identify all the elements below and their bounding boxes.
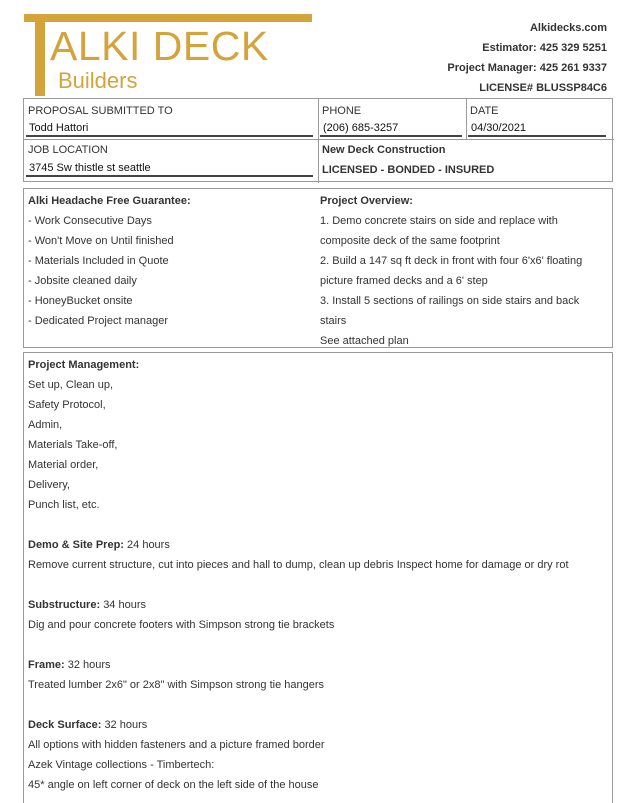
- date-field[interactable]: 04/30/2021: [468, 119, 606, 137]
- company-info: [447, 18, 607, 98]
- section-line: Treated lumber 2x6" or 2x8" with Simpson strong tie hangers: [28, 679, 324, 691]
- section-line: Dig and pour concrete footers with Simpson strong tie brackets: [28, 619, 335, 631]
- overview-line: stairs: [320, 315, 347, 327]
- list-item: - Materials Included in Quote: [28, 255, 169, 267]
- phone-label: PHONE: [322, 105, 362, 117]
- section-heading-substructure: [28, 595, 569, 615]
- company-website: Alkidecks.com: [529, 22, 607, 34]
- spacer: [28, 695, 569, 715]
- list-item: - Work Consecutive Days: [28, 215, 152, 227]
- section-hours: 32 hours: [104, 719, 148, 731]
- list-item: - Jobsite cleaned daily: [28, 275, 137, 287]
- licensed-bonded-insured: LICENSED - BONDED - INSURED: [322, 164, 495, 176]
- management-item: Set up, Clean up,: [28, 379, 114, 391]
- management-item: Materials Take-off,: [28, 439, 118, 451]
- section-line: Azek Vintage collections - Timbertech:: [28, 759, 215, 771]
- company-logo: [24, 14, 314, 96]
- section-hours: 24 hours: [127, 539, 170, 551]
- spacer: [28, 635, 569, 655]
- management-item: Admin,: [28, 419, 63, 431]
- overview-line: 1. Demo concrete stairs on side and replace with: [320, 215, 558, 227]
- guarantee-column: [28, 191, 191, 331]
- proposal-field[interactable]: Todd Hattori: [26, 119, 313, 137]
- job-location-field[interactable]: 3745 Sw thistle st seattle: [26, 159, 313, 177]
- overview-line: picture framed decks and a 6' step: [320, 275, 488, 287]
- section-hours: 32 hours: [67, 659, 111, 671]
- section-hours: 34 hours: [103, 599, 146, 611]
- overview-line: See attached plan: [320, 335, 409, 347]
- overview-column: [320, 191, 582, 351]
- project-manager-phone: Project Manager: 425 261 9337: [447, 62, 607, 74]
- section-line: Remove current structure, cut into pieces and hall to dump, clean up debris Inspect home for damage or dry rot: [28, 559, 569, 571]
- construction-type: New Deck Construction: [322, 144, 446, 156]
- overview-title: Project Overview:: [320, 195, 413, 207]
- section-title: Substructure:: [28, 599, 101, 611]
- project-details-content: [28, 355, 569, 795]
- spacer: [28, 515, 569, 535]
- overview-line: 3. Install 5 sections of railings on side stairs and back: [320, 295, 580, 307]
- divider: [466, 99, 467, 139]
- section-heading-frame: [28, 655, 569, 675]
- divider: [24, 139, 614, 140]
- list-item: - Dedicated Project manager: [28, 315, 169, 327]
- section-title: Demo & Site Prep:: [28, 539, 124, 551]
- management-item: Safety Protocol,: [28, 399, 106, 411]
- management-item: Material order,: [28, 459, 99, 471]
- license-number: LICENSE# BLUSSP84C6: [479, 82, 607, 94]
- list-item: - HoneyBucket onsite: [28, 295, 133, 307]
- management-item: Punch list, etc.: [28, 499, 100, 511]
- date-label: DATE: [470, 105, 499, 117]
- logo-stem: [35, 14, 45, 96]
- logo-main-text: ALKI DECK: [50, 23, 269, 69]
- phone-field[interactable]: (206) 685-3257: [320, 119, 462, 137]
- section-heading-demo: [28, 535, 569, 555]
- overview-line: 2. Build a 147 sq ft deck in front with four 6'x6' floating: [320, 255, 583, 267]
- section-title: Frame:: [28, 659, 65, 671]
- logo-sub-text: Builders: [58, 68, 138, 93]
- overview-line: composite deck of the same footprint: [320, 235, 500, 247]
- section-heading-deck-surface: [28, 715, 569, 735]
- guarantee-title: Alki Headache Free Guarantee:: [28, 195, 191, 207]
- divider: [318, 99, 319, 183]
- guarantee-overview-box: [23, 188, 613, 348]
- section-title: Deck Surface:: [28, 719, 102, 731]
- job-location-label: JOB LOCATION: [28, 144, 108, 156]
- management-item: Delivery,: [28, 479, 70, 491]
- estimator-phone: Estimator: 425 329 5251: [482, 42, 607, 54]
- logo-bar: [24, 14, 312, 22]
- list-item: - Won't Move on Until finished: [28, 235, 174, 247]
- spacer: [28, 575, 569, 595]
- section-line: 45* angle on left corner of deck on the left side of the house: [28, 779, 319, 791]
- project-details-box: [23, 352, 613, 803]
- management-title: Project Management:: [28, 359, 140, 371]
- section-line: All options with hidden fasteners and a picture framed border: [28, 739, 325, 751]
- proposal-header: [23, 98, 613, 182]
- proposal-label: PROPOSAL SUBMITTED TO: [28, 105, 173, 117]
